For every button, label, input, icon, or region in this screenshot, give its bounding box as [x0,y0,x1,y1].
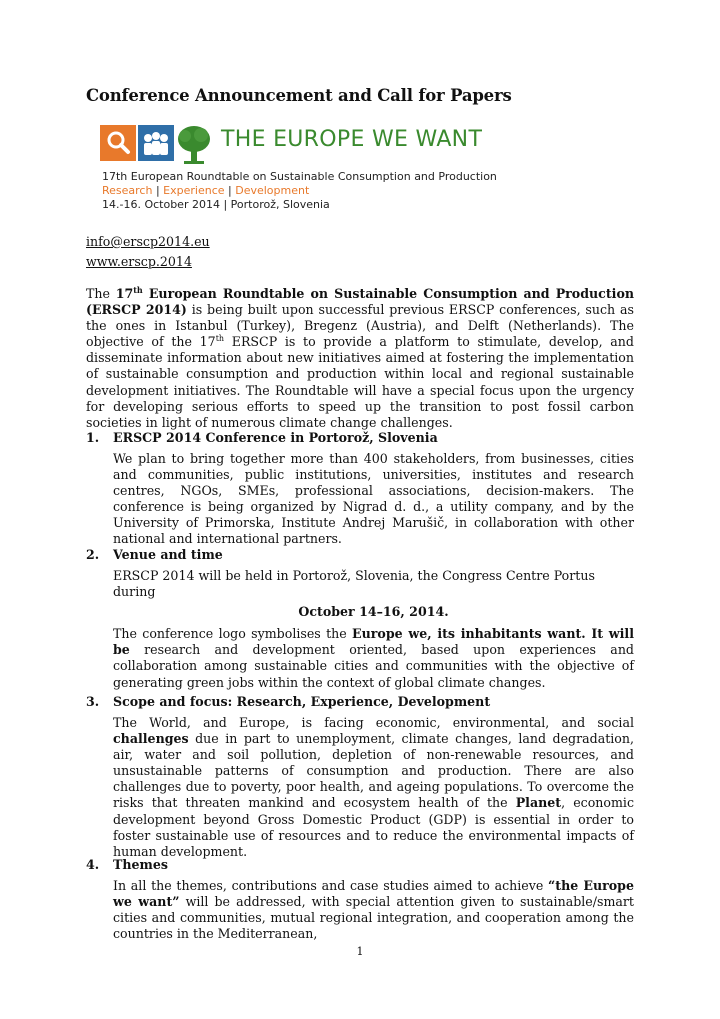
intro-superscript: th [133,284,143,295]
section-body [113,878,634,942]
section-title: Themes [113,857,168,872]
section-number: 1. [86,430,100,445]
logo-conference-name: 17th European Roundtable on Sustainable Consumption and Production [102,170,497,183]
section-heading [86,547,634,562]
logo-separator: | [152,184,164,197]
section-2 [86,547,634,691]
body-text: due in part to unemployment, climate changes, land degradation, air, water and soil pollution, depletion of non-renewable resources, and unsustainable patterns of consumption and production. There are also challenges due to poverty, poor health, and ageing populations. To overcome the risks that threaten mankind and ecosystem health of the [113,731,634,811]
intro-superscript: th [215,334,225,344]
intro-paragraph [86,286,634,431]
body-text: The World, and Europe, is facing economic, environmental, and social [113,715,634,730]
section-heading [86,694,634,709]
body-text: , economic development beyond Gross Domestic Product (GDP) is essential in order to foster sustainable use of resources and to reduce the environmental impacts of human development. [113,795,635,859]
section-title: Venue and time [113,547,223,562]
logo-tagline-experience: Experience [163,184,225,197]
body-bold-text: Europe we, its inhabitants want. It will be [113,626,634,658]
logo-description [113,626,634,690]
logo-icon-row [100,123,214,163]
section-number: 3. [86,694,100,709]
logo-headline: THE EUROPE WE WANT [221,127,483,152]
conference-logo [100,123,540,218]
section-body [113,568,634,691]
section-heading [86,857,634,872]
body-bold-text: “the Europe we want” [113,878,634,910]
intro-bold-title: European Roundtable on Sustainable Consumption and Production (ERSCP 2014) [86,286,634,318]
intro-text: ERSCP is to provide a platform to stimulate, develop, and disseminate information about new initiatives aimed at fostering the implementation of sustainable consumption and production within local and regional sustainable development initiatives. The Roundtable will have a special focus upon the urgency for developing serious efforts to speed up the transition to post fossil carbon societies in light of numerous climate change challenges. [86,334,634,430]
event-date: October 14–16, 2014. [298,604,449,620]
body-text: will be addressed, with special attention given to sustainable/smart cities and communities, mutual regional integration, and cooperation among the countries in the Mediterranean, [113,894,634,942]
logo-tagline-research: Research [102,184,153,197]
section-title: Scope and focus: Research, Experience, Development [113,694,491,709]
tree-icon [176,125,212,161]
search-icon [100,125,136,161]
intro-text: is being built upon successful previous ERSCP conferences, such as the ones in Istanbul (Turkey), Bregenz (Austria), and Delft (Netherlands). The objective of the 17 [86,302,634,350]
section-number: 4. [86,857,100,872]
section-body: We plan to bring together more than 400 stakeholders, from businesses, cities and communities, public institutions, universities, institutes and research centres, NGOs, SMEs, professional associations, decision-makers. The conference is being organized by Nigrad d. d., a utility company, and by the University of Primorska, Institute Andrej Marušič, in collaboration with other national and international partners. [113,451,634,547]
body-text: The conference logo symbolises the [113,626,353,642]
logo-tagline [102,184,309,197]
section-1 [86,430,634,548]
section-heading [86,430,634,445]
contact-block [86,232,210,272]
section-number: 2. [86,547,100,562]
email-link[interactable]: info@erscp2014.eu [86,234,210,249]
intro-text: The [86,286,116,301]
logo-separator: | [224,184,236,197]
people-icon [138,125,174,161]
section-body [113,715,634,860]
venue-text: ERSCP 2014 will be held in Portorož, Slovenia, the Congress Centre Portus during [113,568,595,600]
body-text: In all the themes, contributions and case studies aimed to achieve [113,878,549,893]
section-4 [86,857,634,942]
logo-date-location: 14.-16. October 2014 | Portorož, Slovenia [102,198,330,211]
section-title: ERSCP 2014 Conference in Portorož, Slovenia [113,430,438,445]
section-3 [86,694,634,860]
page-number: 1 [356,945,364,958]
body-bold-text: Planet [515,795,562,811]
body-text: research and development oriented, based upon experiences and collaboration among sustainable cities and communities with the objective of generating green jobs within the context of global climate changes. [113,642,634,690]
website-link[interactable]: www.erscp.2014 [86,254,192,269]
body-bold-text: challenges [113,731,189,747]
document-title: Conference Announcement and Call for Papers [86,86,512,105]
intro-ordinal: 17 [115,286,134,301]
logo-tagline-development: Development [235,184,310,197]
